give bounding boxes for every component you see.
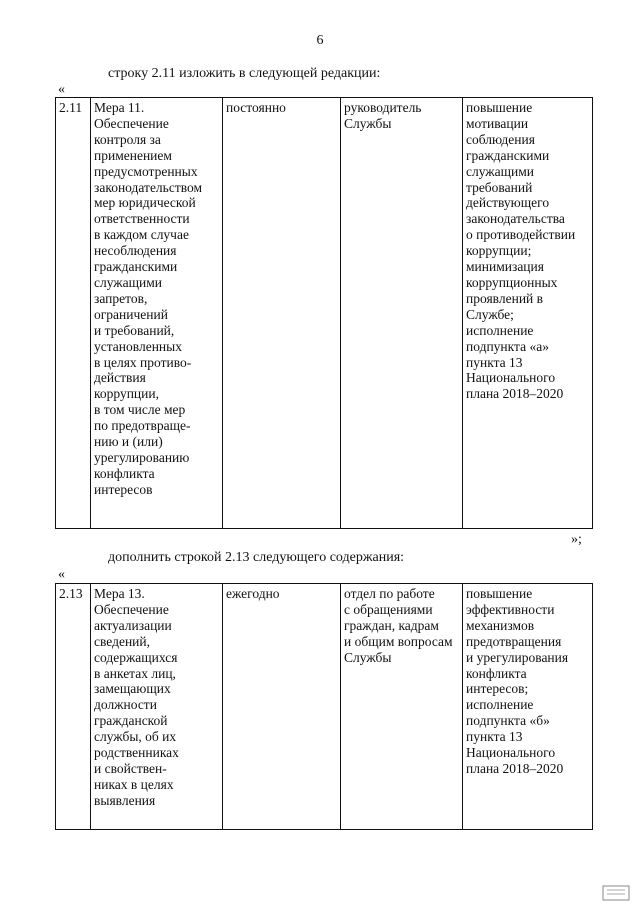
cell-text-line: действующего xyxy=(466,195,550,211)
table-row xyxy=(56,98,593,529)
cell-text-line: руководитель xyxy=(344,100,422,115)
cell-text-line: интересов; xyxy=(466,681,529,697)
cell-text-line: должности xyxy=(94,697,157,713)
term-cell xyxy=(223,98,341,529)
cell-text-line: служащими xyxy=(466,163,535,179)
cell-text-line: плана 2018–2020 xyxy=(466,386,564,402)
cell-text-line: пункта 13 xyxy=(466,729,523,745)
cell-text-line: механизмов xyxy=(466,617,535,633)
cell-text-line: в каждом случае xyxy=(94,227,189,243)
cell-text-line: несоблюдения xyxy=(94,243,177,259)
cell-text-line: граждан, кадрам xyxy=(344,617,439,633)
measure-cell xyxy=(91,98,223,529)
cell-text-line: мотивации xyxy=(466,115,529,131)
responsible-text xyxy=(344,586,460,666)
cell-text-line: интересов xyxy=(94,481,153,497)
cell-text-line: родственниках xyxy=(94,745,179,761)
cell-text-line: в анкетах лиц, xyxy=(94,665,176,681)
cell-text-line: законодательством xyxy=(94,179,203,195)
cell-text-line: повышение xyxy=(466,586,533,601)
cell-text-line: предотвращения xyxy=(466,633,562,649)
closing-quote: »; xyxy=(571,532,582,547)
cell-text-line: нию и (или) xyxy=(94,434,163,450)
cell-text-line: соблюдения xyxy=(466,131,535,147)
measure-text xyxy=(94,100,220,498)
corner-scan-mark xyxy=(601,884,631,902)
cell-text-line: эффективности xyxy=(466,601,555,617)
cell-text-line: служащими xyxy=(94,274,163,290)
intro-paragraph-row-211: строку 2.11 изложить в следующей редакции: xyxy=(108,66,381,81)
term-text xyxy=(226,100,338,116)
row-number: 2.13 xyxy=(59,586,83,601)
measure-text xyxy=(94,586,220,809)
cell-text-line: проявлений в xyxy=(466,290,544,306)
cell-text-line: и общим вопросам xyxy=(344,633,453,649)
cell-text-line: мер юридической xyxy=(94,195,196,211)
cell-text-line: пункта 13 xyxy=(466,354,523,370)
cell-text-line: Национального xyxy=(466,370,556,386)
cell-text-line: гражданскими xyxy=(466,147,550,163)
opening-quote: « xyxy=(58,82,65,97)
cell-text-line: в том числе мер xyxy=(94,402,186,418)
responsible-cell xyxy=(341,584,463,830)
responsible-text xyxy=(344,100,460,132)
result-text xyxy=(466,100,590,402)
cell-text-line: конфликта xyxy=(466,665,527,681)
cell-text-line: Национального xyxy=(466,745,556,761)
cell-text-line: контроля за xyxy=(94,131,161,147)
cell-text-line: ежегодно xyxy=(226,586,280,601)
cell-text-line: Службы xyxy=(344,649,392,665)
cell-text-line: коррупции; xyxy=(466,243,532,259)
cell-text-line: постоянно xyxy=(226,100,286,115)
cell-text-line: Службы xyxy=(344,115,392,131)
cell-text-line: подпункта «б» xyxy=(466,713,550,729)
cell-text-line: и свойствен- xyxy=(94,760,167,776)
cell-text-line: сведений, xyxy=(94,633,151,649)
result-text xyxy=(466,586,590,777)
result-cell xyxy=(463,98,593,529)
cell-text-line: Службе; xyxy=(466,306,514,322)
cell-text-line: урегулированию xyxy=(94,449,190,465)
cell-text-line: с обращениями xyxy=(344,601,433,617)
cell-text-line: подпункта «а» xyxy=(466,338,549,354)
cell-text-line: минимизация xyxy=(466,259,544,275)
cell-text-line: применением xyxy=(94,147,172,163)
cell-text-line: гражданскими xyxy=(94,259,178,275)
term-cell xyxy=(223,584,341,830)
cell-text-line: действия xyxy=(94,370,146,386)
cell-text-line: и урегулирования xyxy=(466,649,569,665)
cell-text-line: законодательства xyxy=(466,211,565,227)
row-2-11-table xyxy=(55,97,593,529)
cell-text-line: актуализации xyxy=(94,617,172,633)
page-number: 6 xyxy=(316,33,324,48)
cell-text-line: требований xyxy=(466,179,533,195)
cell-text-line: исполнение xyxy=(466,697,534,713)
cell-text-line: исполнение xyxy=(466,322,534,338)
cell-text-line: коррупции, xyxy=(94,386,159,402)
cell-text-line: предусмотренных xyxy=(94,163,198,179)
cell-text-line: ответственности xyxy=(94,211,190,227)
cell-text-line: замещающих xyxy=(94,681,171,697)
cell-text-line: службы, об их xyxy=(94,729,177,745)
opening-quote-2: « xyxy=(58,567,65,582)
cell-text-line: отдел по работе xyxy=(344,586,435,601)
cell-text-line: конфликта xyxy=(94,465,155,481)
cell-text-line: запретов, xyxy=(94,290,148,306)
result-cell xyxy=(463,584,593,830)
cell-text-line: содержащихся xyxy=(94,649,178,665)
cell-text-line: повышение xyxy=(466,100,533,115)
row-2-13-table xyxy=(55,583,593,830)
row-number-cell xyxy=(56,98,91,529)
table-row xyxy=(56,584,593,830)
row-number-cell xyxy=(56,584,91,830)
term-text xyxy=(226,586,338,602)
cell-text-line: выявления xyxy=(94,792,156,808)
cell-text-line: никах в целях xyxy=(94,776,174,792)
intro-paragraph-row-213: дополнить строкой 2.13 следующего содержания: xyxy=(108,550,405,565)
cell-text-line: коррупционных xyxy=(466,274,558,290)
row-number: 2.11 xyxy=(59,100,83,115)
cell-text-line: плана 2018–2020 xyxy=(466,760,564,776)
cell-text-line: и требований, xyxy=(94,322,175,338)
cell-text-line: ограничений xyxy=(94,306,168,322)
cell-text-line: по предотвраще- xyxy=(94,418,191,434)
cell-text-line: в целях противо- xyxy=(94,354,192,370)
cell-text-line: установленных xyxy=(94,338,182,354)
cell-text-line: Обеспечение xyxy=(94,601,169,617)
cell-text-line: Обеспечение xyxy=(94,115,169,131)
measure-cell xyxy=(91,584,223,830)
cell-text-line: Мера 13. xyxy=(94,586,145,601)
cell-text-line: Мера 11. xyxy=(94,100,145,115)
cell-text-line: гражданской xyxy=(94,713,168,729)
responsible-cell xyxy=(341,98,463,529)
cell-text-line: о противодействии xyxy=(466,227,576,243)
